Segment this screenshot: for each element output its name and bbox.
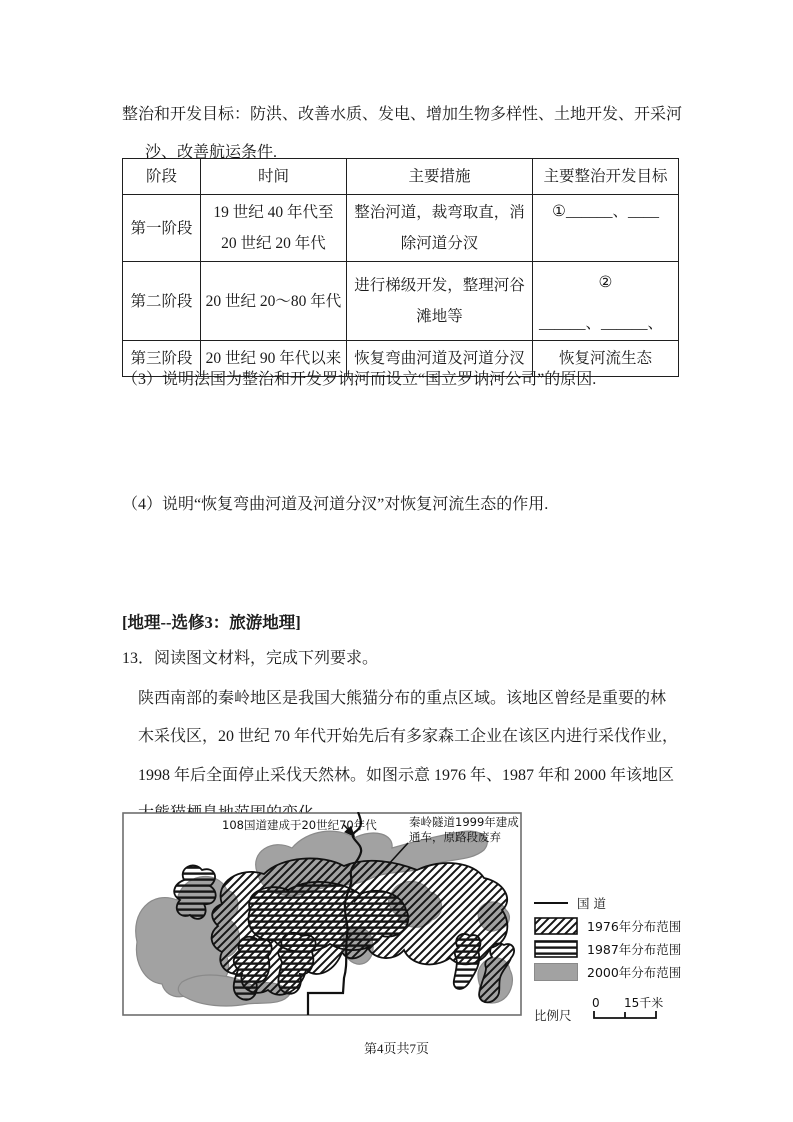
goals-2-blanks: ______、______、: [539, 315, 664, 332]
section-header: [地理--选修3：旅游地理]: [122, 613, 301, 632]
scale-bar-graphic: [578, 995, 678, 1023]
annotation-tunnel-line1: 秦岭隧道1999年建成: [409, 815, 519, 829]
habitat-map-figure: [122, 812, 702, 1022]
cell-goals-3: 恢复河流生态: [533, 341, 679, 377]
paragraph-line-3: 1998 年后全面停止采伐天然林。如图示意 1976 年、1987 年和 2000 年该地区: [138, 766, 675, 784]
habitat-map: [122, 812, 522, 1016]
paragraph-line-2: 木采伐区，20 世纪 70 年代开始先后有多家森工企业在该区内进行采伐作业，: [138, 728, 679, 746]
page-footer: 第4页共7页: [363, 1041, 429, 1056]
legend-item-2000: [534, 963, 704, 981]
scale-end-label: 15千米: [623, 996, 663, 1010]
cell-stage-1: 第一阶段: [123, 195, 201, 262]
intro-line-1: 整治和开发目标：防洪、改善水质、发电、增加生物多样性、土地开发、开采河: [122, 106, 683, 123]
cell-goals-2: [533, 262, 679, 341]
legend-label-road: 国 道: [577, 896, 606, 911]
legend-label-1987: 1987年分布范围: [587, 942, 682, 957]
intro-line-2: 沙、改善航运条件.: [145, 144, 278, 161]
annotation-tunnel-line2: 通车，原路段废弃: [409, 830, 501, 844]
cell-stage-3: 第三阶段: [123, 341, 201, 377]
gray-swatch: [534, 963, 578, 981]
cell-time-1: 19 世纪 40 年代至 20 世纪 20 年代: [201, 195, 347, 262]
paragraph-line-1: 陕西南部的秦岭地区是我国大熊猫分布的重点区域。该地区曾经是重要的林: [138, 690, 667, 707]
legend-label-1976: 1976年分布范围: [587, 919, 682, 934]
stages-table: [122, 158, 679, 377]
question-13-paragraph: [138, 680, 723, 833]
cell-measures-1: 整治河道，裁弯取直，消除河道分汊: [347, 195, 533, 262]
scale-label: 比例尺: [534, 1008, 572, 1023]
scale-bar: [534, 995, 704, 1023]
annotation-road-108: 108国道建成于20世纪70年代: [222, 818, 377, 832]
header-goals: 主要整治开发目标: [533, 159, 679, 195]
cell-time-3: 20 世纪 90 年代以来: [201, 341, 347, 377]
question-3: （3）说明法国为整治和开发罗讷河而设立“国立罗讷河公司”的原因.: [122, 371, 597, 388]
legend-item-1987: [534, 940, 704, 958]
cell-goals-1: ①______、____: [533, 195, 679, 262]
hatch-swatch: [534, 917, 578, 935]
question-13-lead: 13．阅读图文材料，完成下列要求。: [122, 650, 379, 667]
cell-measures-3: 恢复弯曲河道及河道分汊: [347, 341, 533, 377]
header-time: 时间: [201, 159, 347, 195]
cell-measures-2: 进行梯级开发，整理河谷滩地等: [347, 262, 533, 341]
goals-2-marker: ②: [598, 274, 613, 291]
header-stage: 阶段: [123, 159, 201, 195]
table-row: [123, 262, 679, 341]
legend-label-2000: 2000年分布范围: [587, 965, 682, 980]
legend-item-1976: [534, 917, 704, 935]
cell-time-2: 20 世纪 20～80 年代: [201, 262, 347, 341]
cell-stage-2: 第二阶段: [123, 262, 201, 341]
table-row: [123, 195, 679, 262]
scale-start-label: 0: [591, 996, 600, 1010]
question-4: （4）说明“恢复弯曲河道及河道分汊”对恢复河流生态的作用.: [122, 496, 549, 513]
map-legend: [534, 894, 704, 1023]
table-header-row: [123, 159, 679, 195]
road-line-swatch: [534, 902, 568, 904]
header-measures: 主要措施: [347, 159, 533, 195]
legend-item-road: [534, 894, 704, 912]
stripe-swatch: [534, 940, 578, 958]
